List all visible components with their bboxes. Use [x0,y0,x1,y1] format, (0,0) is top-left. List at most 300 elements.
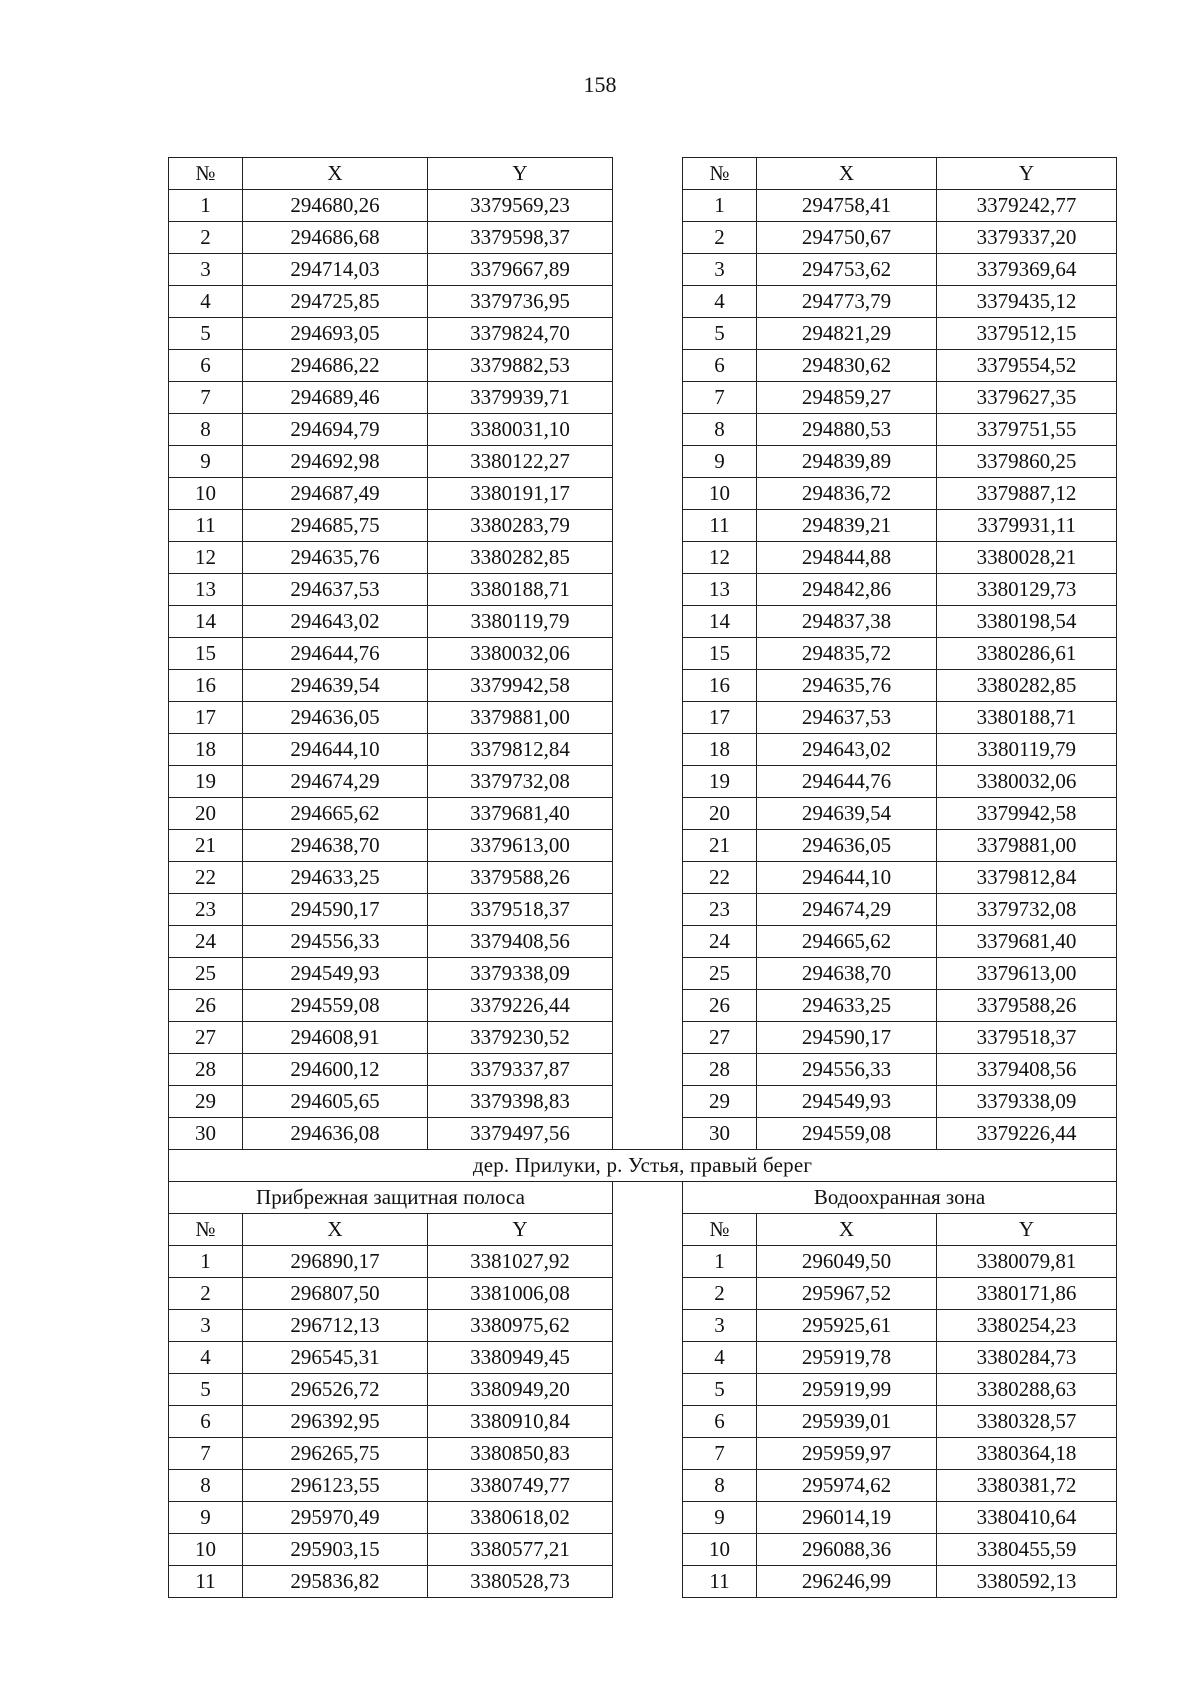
table-gap [613,1374,683,1406]
table-row [169,798,1117,830]
y-coordinate-cell: 3380079,81 [937,1246,1117,1278]
y-coordinate-cell: 3379230,52 [428,1022,613,1054]
point-number-cell: 19 [683,766,757,798]
point-number-cell: 2 [169,222,243,254]
point-number-cell: 15 [169,638,243,670]
table-row [169,1406,1117,1438]
y-coordinate-cell: 3379398,83 [428,1086,613,1118]
table-row [169,990,1117,1022]
x-coordinate-cell: 294635,76 [243,542,428,574]
y-coordinate-cell: 3380032,06 [937,766,1117,798]
point-number-cell: 8 [683,1470,757,1502]
table-gap [613,766,683,798]
point-number-cell: 22 [169,862,243,894]
table-row [169,542,1117,574]
x-coordinate-cell: 294750,67 [757,222,937,254]
table-row [169,286,1117,318]
point-number-cell: 4 [169,1342,243,1374]
point-number-cell: 5 [683,1374,757,1406]
column-header-y: Y [428,158,613,190]
y-coordinate-cell: 3380031,10 [428,414,613,446]
x-coordinate-cell: 294636,08 [243,1118,428,1150]
y-coordinate-cell: 3380283,79 [428,510,613,542]
y-coordinate-cell: 3379588,26 [428,862,613,894]
point-number-cell: 17 [169,702,243,734]
table-gap [613,1310,683,1342]
y-coordinate-cell: 3380528,73 [428,1566,613,1598]
table-row [169,1566,1117,1598]
point-number-cell: 11 [683,510,757,542]
y-coordinate-cell: 3379518,37 [428,894,613,926]
x-coordinate-cell: 296088,36 [757,1534,937,1566]
table-row [169,1310,1117,1342]
point-number-cell: 1 [683,190,757,222]
x-coordinate-cell: 294830,62 [757,350,937,382]
point-number-cell: 12 [169,542,243,574]
x-coordinate-cell: 295919,78 [757,1342,937,1374]
table-gap [613,1246,683,1278]
point-number-cell: 16 [683,670,757,702]
table-row [169,254,1117,286]
point-number-cell: 9 [683,1502,757,1534]
point-number-cell: 7 [683,382,757,414]
y-coordinate-cell: 3379598,37 [428,222,613,254]
table-gap [613,414,683,446]
point-number-cell: 6 [683,350,757,382]
point-number-cell: 28 [169,1054,243,1086]
y-coordinate-cell: 3381006,08 [428,1278,613,1310]
point-number-cell: 3 [169,1310,243,1342]
table-gap [613,830,683,862]
y-coordinate-cell: 3379812,84 [937,862,1117,894]
x-coordinate-cell: 296049,50 [757,1246,937,1278]
table-row [169,382,1117,414]
x-coordinate-cell: 294633,25 [243,862,428,894]
table-row [169,1470,1117,1502]
table-row [169,1054,1117,1086]
point-number-cell: 30 [169,1118,243,1150]
x-coordinate-cell: 296807,50 [243,1278,428,1310]
x-coordinate-cell: 295903,15 [243,1534,428,1566]
y-coordinate-cell: 3379942,58 [937,798,1117,830]
x-coordinate-cell: 294638,70 [757,958,937,990]
y-coordinate-cell: 3379518,37 [937,1022,1117,1054]
table-row [169,1438,1117,1470]
x-coordinate-cell: 294639,54 [243,670,428,702]
point-number-cell: 30 [683,1118,757,1150]
y-coordinate-cell: 3380328,57 [937,1406,1117,1438]
y-coordinate-cell: 3380975,62 [428,1310,613,1342]
table-row [169,670,1117,702]
point-number-cell: 9 [683,446,757,478]
y-coordinate-cell: 3380119,79 [428,606,613,638]
y-coordinate-cell: 3379667,89 [428,254,613,286]
y-coordinate-cell: 3379824,70 [428,318,613,350]
x-coordinate-cell: 294605,65 [243,1086,428,1118]
point-number-cell: 13 [169,574,243,606]
y-coordinate-cell: 3380592,13 [937,1566,1117,1598]
point-number-cell: 21 [169,830,243,862]
column-header-num: № [683,1214,757,1246]
y-coordinate-cell: 3380191,17 [428,478,613,510]
table-row [169,1246,1117,1278]
x-coordinate-cell: 294636,05 [243,702,428,734]
x-coordinate-cell: 294694,79 [243,414,428,446]
table-gap [613,798,683,830]
table-row [169,318,1117,350]
x-coordinate-cell: 294590,17 [243,894,428,926]
table-gap [613,1502,683,1534]
table-gap [613,606,683,638]
point-number-cell: 26 [683,990,757,1022]
y-coordinate-cell: 3380032,06 [428,638,613,670]
table-gap [613,1470,683,1502]
y-coordinate-cell: 3379242,77 [937,190,1117,222]
x-coordinate-cell: 294644,10 [243,734,428,766]
y-coordinate-cell: 3381027,92 [428,1246,613,1278]
column-header-x: X [757,1214,937,1246]
x-coordinate-cell: 294608,91 [243,1022,428,1054]
table-gap [613,574,683,606]
x-coordinate-cell: 294687,49 [243,478,428,510]
x-coordinate-cell: 295836,82 [243,1566,428,1598]
y-coordinate-cell: 3379881,00 [428,702,613,734]
y-coordinate-cell: 3379554,52 [937,350,1117,382]
point-number-cell: 1 [169,190,243,222]
y-coordinate-cell: 3379812,84 [428,734,613,766]
y-coordinate-cell: 3380910,84 [428,1406,613,1438]
y-coordinate-cell: 3379732,08 [937,894,1117,926]
x-coordinate-cell: 294686,68 [243,222,428,254]
x-coordinate-cell: 294590,17 [757,1022,937,1054]
point-number-cell: 1 [169,1246,243,1278]
point-number-cell: 9 [169,446,243,478]
x-coordinate-cell: 294842,86 [757,574,937,606]
x-coordinate-cell: 295925,61 [757,1310,937,1342]
x-coordinate-cell: 294559,08 [243,990,428,1022]
y-coordinate-cell: 3380850,83 [428,1438,613,1470]
table-gap [613,190,683,222]
point-number-cell: 8 [683,414,757,446]
x-coordinate-cell: 296014,19 [757,1502,937,1534]
y-coordinate-cell: 3379732,08 [428,766,613,798]
coordinates-table [168,157,1117,1598]
x-coordinate-cell: 294680,26 [243,190,428,222]
x-coordinate-cell: 295959,97 [757,1438,937,1470]
section-title-row [169,1150,1117,1182]
x-coordinate-cell: 294636,05 [757,830,937,862]
table-gap [613,542,683,574]
table-gap [613,1534,683,1566]
point-number-cell: 29 [169,1086,243,1118]
point-number-cell: 4 [683,1342,757,1374]
point-number-cell: 6 [169,1406,243,1438]
column-header-y: Y [937,1214,1117,1246]
x-coordinate-cell: 294758,41 [757,190,937,222]
x-coordinate-cell: 294689,46 [243,382,428,414]
x-coordinate-cell: 294635,76 [757,670,937,702]
zone-titles-row [169,1182,1117,1214]
point-number-cell: 3 [169,254,243,286]
point-number-cell: 14 [683,606,757,638]
y-coordinate-cell: 3379887,12 [937,478,1117,510]
point-number-cell: 10 [169,478,243,510]
point-number-cell: 24 [169,926,243,958]
table-gap [613,382,683,414]
x-coordinate-cell: 296526,72 [243,1374,428,1406]
coordinates-table-body [169,158,1117,1598]
table-row [169,926,1117,958]
x-coordinate-cell: 294549,93 [757,1086,937,1118]
x-coordinate-cell: 296545,31 [243,1342,428,1374]
table-gap [613,510,683,542]
x-coordinate-cell: 294674,29 [243,766,428,798]
x-coordinate-cell: 295939,01 [757,1406,937,1438]
table-gap [613,1118,683,1150]
y-coordinate-cell: 3380254,23 [937,1310,1117,1342]
table-gap [613,1054,683,1086]
table-gap [613,478,683,510]
point-number-cell: 24 [683,926,757,958]
x-coordinate-cell: 294549,93 [243,958,428,990]
point-number-cell: 10 [169,1534,243,1566]
table-gap [613,990,683,1022]
table-gap [613,158,683,190]
table-row [169,190,1117,222]
x-coordinate-cell: 294685,75 [243,510,428,542]
y-coordinate-cell: 3380282,85 [428,542,613,574]
x-coordinate-cell: 295974,62 [757,1470,937,1502]
table-row [169,766,1117,798]
table-row [169,862,1117,894]
y-coordinate-cell: 3380381,72 [937,1470,1117,1502]
point-number-cell: 6 [683,1406,757,1438]
point-number-cell: 23 [683,894,757,926]
y-coordinate-cell: 3379369,64 [937,254,1117,286]
y-coordinate-cell: 3379408,56 [937,1054,1117,1086]
y-coordinate-cell: 3379860,25 [937,446,1117,478]
point-number-cell: 5 [169,1374,243,1406]
y-coordinate-cell: 3379681,40 [428,798,613,830]
column-header-x: X [243,158,428,190]
column-header-num: № [169,158,243,190]
x-coordinate-cell: 294693,05 [243,318,428,350]
x-coordinate-cell: 296712,13 [243,1310,428,1342]
x-coordinate-cell: 294839,89 [757,446,937,478]
water-protection-zone-title: Водоохранная зона [683,1182,1117,1214]
y-coordinate-cell: 3380119,79 [937,734,1117,766]
y-coordinate-cell: 3380282,85 [937,670,1117,702]
point-number-cell: 15 [683,638,757,670]
point-number-cell: 23 [169,894,243,926]
point-number-cell: 5 [683,318,757,350]
x-coordinate-cell: 294559,08 [757,1118,937,1150]
section-title: дер. Прилуки, р. Устья, правый берег [169,1150,1117,1182]
y-coordinate-cell: 3379751,55 [937,414,1117,446]
point-number-cell: 11 [169,1566,243,1598]
x-coordinate-cell: 294674,29 [757,894,937,926]
table-row [169,1502,1117,1534]
y-coordinate-cell: 3380618,02 [428,1502,613,1534]
x-coordinate-cell: 294773,79 [757,286,937,318]
point-number-cell: 18 [169,734,243,766]
table-row [169,1374,1117,1406]
table-gap [613,1278,683,1310]
table-gap [613,1182,683,1214]
table-row [169,414,1117,446]
point-number-cell: 13 [683,574,757,606]
table-row [169,1022,1117,1054]
x-coordinate-cell: 294714,03 [243,254,428,286]
x-coordinate-cell: 295970,49 [243,1502,428,1534]
x-coordinate-cell: 294686,22 [243,350,428,382]
column-header-x: X [243,1214,428,1246]
x-coordinate-cell: 294644,10 [757,862,937,894]
y-coordinate-cell: 3380949,45 [428,1342,613,1374]
point-number-cell: 4 [683,286,757,318]
table-row [169,1118,1117,1150]
table-row [169,574,1117,606]
y-coordinate-cell: 3380198,54 [937,606,1117,638]
table-gap [613,670,683,702]
point-number-cell: 7 [169,1438,243,1470]
x-coordinate-cell: 294556,33 [243,926,428,958]
y-coordinate-cell: 3379338,09 [937,1086,1117,1118]
y-coordinate-cell: 3379408,56 [428,926,613,958]
point-number-cell: 22 [683,862,757,894]
column-header-y: Y [937,158,1117,190]
x-coordinate-cell: 294600,12 [243,1054,428,1086]
y-coordinate-cell: 3380455,59 [937,1534,1117,1566]
point-number-cell: 18 [683,734,757,766]
x-coordinate-cell: 294821,29 [757,318,937,350]
y-coordinate-cell: 3380028,21 [937,542,1117,574]
table-row [169,510,1117,542]
table-gap [613,926,683,958]
y-coordinate-cell: 3380188,71 [937,702,1117,734]
point-number-cell: 8 [169,414,243,446]
point-number-cell: 14 [169,606,243,638]
table-row [169,1086,1117,1118]
table-row [169,606,1117,638]
point-number-cell: 27 [169,1022,243,1054]
table-row [169,638,1117,670]
y-coordinate-cell: 3379338,09 [428,958,613,990]
x-coordinate-cell: 295919,99 [757,1374,937,1406]
x-coordinate-cell: 294633,25 [757,990,937,1022]
point-number-cell: 2 [169,1278,243,1310]
point-number-cell: 11 [169,510,243,542]
x-coordinate-cell: 294844,88 [757,542,937,574]
point-number-cell: 10 [683,478,757,510]
x-coordinate-cell: 294725,85 [243,286,428,318]
table-row [169,734,1117,766]
point-number-cell: 26 [169,990,243,1022]
x-coordinate-cell: 294753,62 [757,254,937,286]
y-coordinate-cell: 3379681,40 [937,926,1117,958]
point-number-cell: 25 [169,958,243,990]
y-coordinate-cell: 3379882,53 [428,350,613,382]
y-coordinate-cell: 3379226,44 [937,1118,1117,1150]
x-coordinate-cell: 294665,62 [757,926,937,958]
y-coordinate-cell: 3379942,58 [428,670,613,702]
table-gap [613,734,683,766]
y-coordinate-cell: 3380288,63 [937,1374,1117,1406]
table-gap [613,702,683,734]
point-number-cell: 17 [683,702,757,734]
y-coordinate-cell: 3380410,64 [937,1502,1117,1534]
y-coordinate-cell: 3380577,21 [428,1534,613,1566]
x-coordinate-cell: 294644,76 [757,766,937,798]
y-coordinate-cell: 3379736,95 [428,286,613,318]
header-row [169,158,1117,190]
table-row [169,1278,1117,1310]
y-coordinate-cell: 3379435,12 [937,286,1117,318]
coastal-strip-title: Прибрежная защитная полоса [169,1182,613,1214]
x-coordinate-cell: 296392,95 [243,1406,428,1438]
x-coordinate-cell: 294692,98 [243,446,428,478]
point-number-cell: 6 [169,350,243,382]
table-row [169,702,1117,734]
y-coordinate-cell: 3380122,27 [428,446,613,478]
x-coordinate-cell: 294556,33 [757,1054,937,1086]
y-coordinate-cell: 3379588,26 [937,990,1117,1022]
table-gap [613,318,683,350]
table-gap [613,222,683,254]
y-coordinate-cell: 3380949,20 [428,1374,613,1406]
point-number-cell: 19 [169,766,243,798]
x-coordinate-cell: 294637,53 [243,574,428,606]
x-coordinate-cell: 295967,52 [757,1278,937,1310]
column-header-y: Y [428,1214,613,1246]
point-number-cell: 2 [683,222,757,254]
y-coordinate-cell: 3380188,71 [428,574,613,606]
point-number-cell: 28 [683,1054,757,1086]
point-number-cell: 10 [683,1534,757,1566]
y-coordinate-cell: 3379881,00 [937,830,1117,862]
table-gap [613,638,683,670]
y-coordinate-cell: 3379337,20 [937,222,1117,254]
table-row [169,1534,1117,1566]
column-header-x: X [757,158,937,190]
x-coordinate-cell: 294639,54 [757,798,937,830]
table-row [169,222,1117,254]
x-coordinate-cell: 294859,27 [757,382,937,414]
table-gap [613,254,683,286]
x-coordinate-cell: 294637,53 [757,702,937,734]
table-gap [613,1022,683,1054]
y-coordinate-cell: 3380171,86 [937,1278,1117,1310]
point-number-cell: 21 [683,830,757,862]
table-gap [613,1214,683,1246]
x-coordinate-cell: 296265,75 [243,1438,428,1470]
point-number-cell: 1 [683,1246,757,1278]
x-coordinate-cell: 294665,62 [243,798,428,830]
table-gap [613,446,683,478]
y-coordinate-cell: 3379613,00 [937,958,1117,990]
table-row [169,894,1117,926]
x-coordinate-cell: 294644,76 [243,638,428,670]
point-number-cell: 8 [169,1470,243,1502]
page-number: 158 [583,72,617,97]
table-gap [613,1438,683,1470]
y-coordinate-cell: 3380749,77 [428,1470,613,1502]
point-number-cell: 4 [169,286,243,318]
y-coordinate-cell: 3379512,15 [937,318,1117,350]
table-gap [613,862,683,894]
table-row [169,1342,1117,1374]
table-gap [613,350,683,382]
